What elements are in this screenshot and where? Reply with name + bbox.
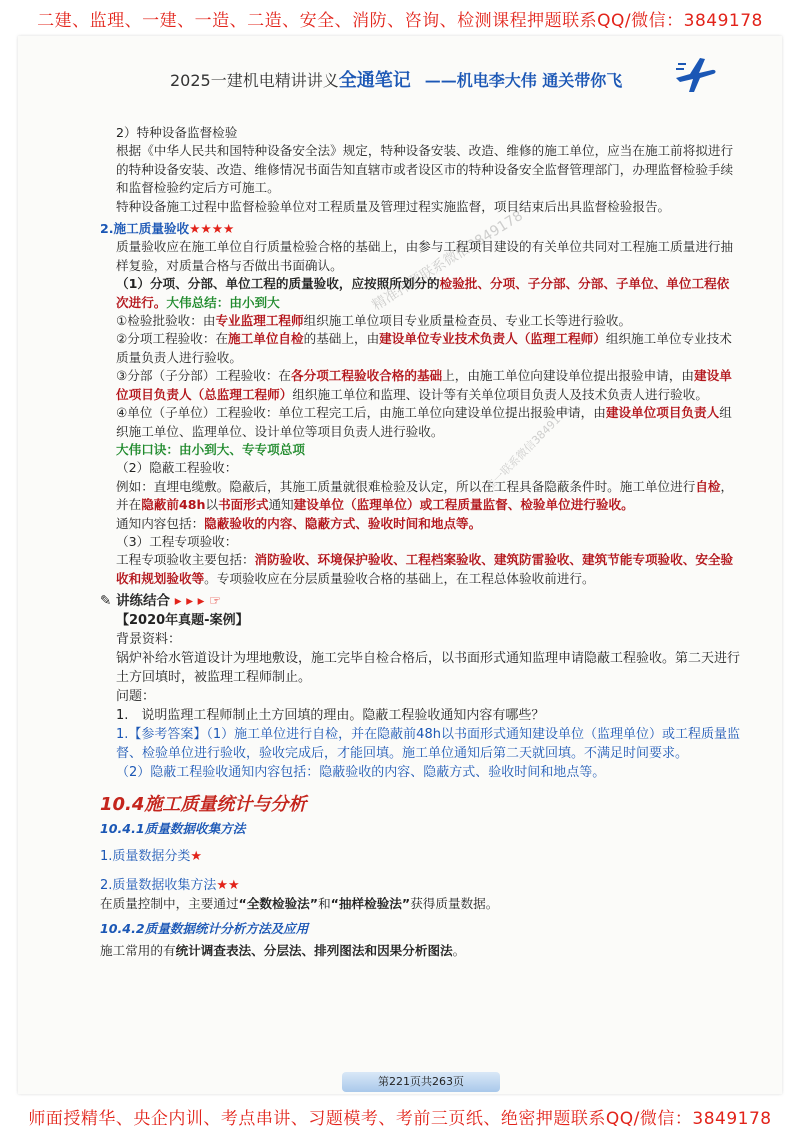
section-heading	[100, 220, 740, 238]
page-header	[170, 66, 622, 92]
text-run: （1）分项、分部、单位工程的质量验收，应按照所划分的	[116, 276, 440, 292]
paragraph	[100, 515, 740, 533]
page-number: 第221页共263页	[342, 1072, 500, 1092]
answer-1	[100, 725, 740, 763]
highlight-text: 建设单位专业技术负责人（监理工程师）	[379, 331, 606, 347]
text-run: 通知内容包括：	[116, 515, 205, 531]
text-run: 获得质量数据。	[410, 896, 499, 912]
text-run: 组织施工单位专业技术质量负责人进行验收。	[116, 331, 732, 365]
question-text: 1. 说明监理工程师制止土方回填的理由。隐蔽工程验收通知内容有哪些？	[116, 707, 545, 723]
text-run: 。	[452, 943, 466, 958]
paragraph	[100, 478, 740, 515]
text-run: ②分项工程验收：在	[116, 331, 229, 347]
summary-text: 大伟总结：由小到大	[166, 294, 280, 310]
paragraph: 根据《中华人民共和国特种设备安全法》规定，特种设备安装、改造、维修的施工单位，应当在施工前将拟进行的特种设备安装、改造、维修情况书面告知直辖市或者设区市的特种设备安全监督管理部门，办理监督检验手续和监督检验约定后方可施工。	[116, 143, 734, 196]
highlight-text: 建设单位（监理单位）或工程质量监督、检验单位进行验收。	[293, 497, 634, 513]
text-run: 施工常用的有	[100, 943, 176, 958]
answer-2: （2）隐蔽工程验收通知内容包括：隐蔽验收的内容、隐蔽方式、验收时间和地点等。	[116, 764, 606, 780]
airplane-icon	[672, 52, 718, 96]
text-run: 在质量控制中，主要通过	[100, 896, 239, 912]
text-run: 例如：直埋电缆敷。隐蔽后，其施工质量就很难检验及认定，所以在工程具备隐蔽条件时。施工单位进行	[116, 478, 696, 494]
text-run: 的基础上，由	[303, 331, 380, 347]
highlight-text: 建设单位项目负责人	[605, 405, 720, 421]
background-label: 背景资料：	[116, 631, 182, 647]
item-heading	[100, 848, 740, 866]
header-title: 2025一建机电精讲讲义	[170, 71, 339, 90]
heading-text: 2.施工质量验收	[100, 221, 190, 237]
importance-stars: ★★	[216, 877, 240, 893]
watermark: 精准押题联系微信3849178	[369, 207, 526, 314]
highlight-text: 施工单位自检	[228, 331, 304, 347]
text-run: ，并在	[116, 478, 734, 513]
chapter-title: 10.4施工质量统计与分析	[100, 793, 307, 815]
highlight-text: 消防验收、环境保护验收、工程档案验收、建筑防雷验收、建筑节能专项验收、安全验收和规划验收等	[116, 552, 734, 586]
watermark: 唯一联系微信3849178	[482, 403, 574, 494]
answer-text: （1）施工单位进行自检，并在隐蔽前48h以书面形式通知建设单位（监理单位）或工程质量监督、检验单位进行验收，验收完成后，才能回填。施工单位通知后第二天就回填。不满足时间要求。	[116, 726, 740, 761]
text-run: 以	[205, 497, 219, 513]
document-body	[100, 124, 740, 960]
subsection-title: 10.4.2质量数据统计分析方法及应用	[100, 920, 309, 936]
background-text: 锅炉补给水管道设计为埋地敷设，施工完毕自检合格后，以书面形式通知监理申请隐蔽工程验收。第二天进行土方回填时，被监理工程师制止。	[116, 650, 741, 685]
mnemonic-tip: 大伟口诀：由小到大、专专项总项	[116, 441, 305, 457]
case-block	[100, 611, 740, 782]
paragraph	[100, 367, 740, 404]
paragraph	[100, 895, 740, 913]
importance-stars: ★★★★	[189, 221, 235, 237]
highlight-text: 自检	[695, 478, 721, 494]
importance-stars: ★	[190, 849, 203, 865]
text-run: 组织施工单位、监理单位、设计单位等项目负责人进行验收。	[116, 405, 732, 439]
highlight-text: 各分项工程验收合格的基础	[291, 368, 443, 384]
practice-heading	[100, 592, 740, 610]
item-text: 1.质量数据分类	[100, 849, 191, 865]
text-run: 工程专项验收主要包括：	[116, 552, 255, 568]
item-text: 2.质量数据收集方法	[100, 877, 217, 893]
answer-prefix: 1.【参考答案】	[116, 726, 207, 742]
bold-text: “全数检验法”	[238, 896, 319, 912]
item-heading	[100, 877, 740, 895]
highlight-text: 书面形式	[218, 497, 269, 513]
text-run: ④单位（子单位）工程验收：单位工程完工后，由施工单位向建设单位提出报验申请，由	[116, 405, 606, 421]
arrow-pointer-icon: ▸ ▸ ▸ ☞	[174, 593, 222, 610]
highlight-text: 检验批、分项、子分部、分部、子单位、单位工程依次进行。	[116, 276, 730, 310]
question-label: 问题：	[116, 688, 156, 704]
bold-text: “抽样检验法”	[330, 896, 411, 912]
paragraph	[100, 551, 740, 588]
paragraph	[100, 275, 740, 312]
text-run: 通知	[268, 497, 294, 513]
top-ad-banner: 二建、监理、一建、一造、二造、安全、消防、咨询、检测课程押题联系QQ/微信：3849178	[37, 11, 763, 31]
text-run: 上，由施工单位向建设单位提出报验申请，由	[442, 368, 695, 384]
paragraph	[100, 312, 740, 330]
paragraph: 特种设备施工过程中监督检验单位对工程质量及管理过程实施监督，项目结束后出具监督检验报告。	[116, 198, 671, 214]
bottom-ad-banner: 师面授精华、央企内训、考点串讲、习题模考、考前三页纸、绝密押题联系QQ/微信：3849178	[28, 1109, 772, 1129]
text-run: ③分部（子分部）工程验收：在	[116, 368, 292, 384]
pencil-icon: ✎	[100, 593, 112, 610]
paragraph	[100, 330, 740, 367]
paragraph	[100, 404, 740, 441]
header-accent: 全通笔记	[338, 70, 411, 91]
text-run: ①检验批验收：由	[116, 313, 216, 329]
exam-tag: 【2020年真题-案例】	[116, 612, 249, 628]
section-heading: （2）隐蔽工程验收：	[116, 460, 238, 476]
highlight-text: 隐蔽验收的内容、隐蔽方式、验收时间和地点等。	[204, 515, 482, 531]
text-run: 组织施工单位和监理、设计等有关单位项目负责人及技术负责人进行验收。	[292, 386, 708, 402]
text-run: 和	[318, 896, 331, 912]
highlight-text: 隐蔽前48h	[141, 497, 206, 513]
section-heading: （3）工程专项验收：	[116, 533, 238, 549]
bold-text: 统计调查表法、分层法、排列图法和因果分析图法	[175, 943, 453, 958]
header-motto: ——机电李大伟 通关带你飞	[424, 71, 623, 90]
practice-label: 讲练结合	[116, 593, 171, 610]
highlight-text: 专业监理工程师	[215, 313, 304, 329]
subsection-title: 10.4.1质量数据收集方法	[100, 820, 246, 836]
text-run: 。专项验收应在分层质量验收合格的基础上，在工程总体验收前进行。	[204, 570, 595, 586]
highlight-text: 建设单位项目负责人（总监理工程师）	[116, 368, 732, 402]
paragraph	[100, 942, 740, 960]
text-run: 组织施工单位项目专业质量检查员、专业工长等进行验收。	[303, 313, 632, 329]
section-heading: 2）特种设备监督检验	[116, 125, 238, 140]
paragraph: 质量验收应在施工单位自行质量检验合格的基础上，由参与工程项目建设的有关单位共同对工程施工质量进行抽样复验，对质量合格与否做出书面确认。	[116, 239, 734, 273]
